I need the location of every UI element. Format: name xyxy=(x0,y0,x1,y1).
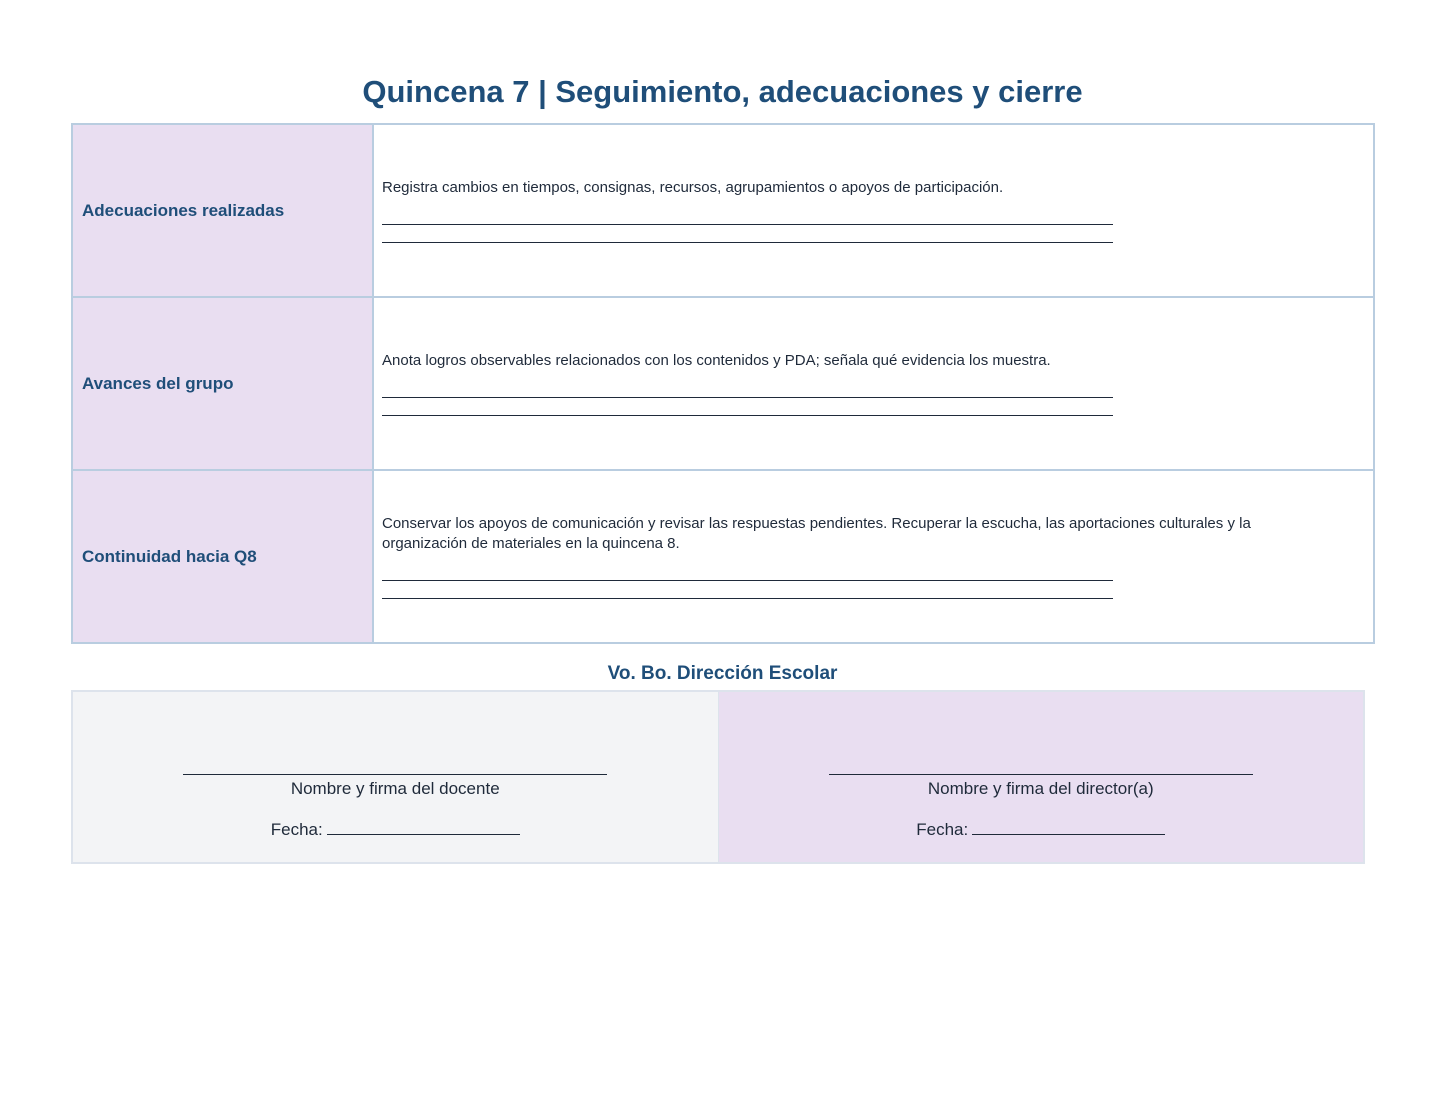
row-prompt: Registra cambios en tiempos, consignas, recursos, agrupamientos o apoyos de participación. xyxy=(382,179,1004,196)
row-prompt: Conservar los apoyos de comunicación y revisar las respuestas pendientes. Recuperar la escucha, las aportaciones culturales y la organización de materiales en la quincena 8. xyxy=(382,515,1251,552)
row-content xyxy=(373,470,1374,643)
signoff-title: Vo. Bo. Dirección Escolar xyxy=(607,663,838,684)
teacher-date-field[interactable] xyxy=(327,818,520,835)
row-label: Adecuaciones realizadas xyxy=(72,124,373,297)
row-content xyxy=(373,297,1374,470)
teacher-signature-caption: Nombre y firma del docente xyxy=(290,779,500,798)
teacher-date-label: Fecha: xyxy=(270,820,323,839)
table-row xyxy=(72,470,1374,643)
write-line[interactable] xyxy=(382,415,1113,416)
row-label: Avances del grupo xyxy=(72,297,373,470)
director-signature-caption: Nombre y firma del director(a) xyxy=(927,779,1154,798)
teacher-signature-block xyxy=(73,692,719,862)
row-content xyxy=(373,124,1374,297)
director-date-label: Fecha: xyxy=(916,820,969,839)
table-row xyxy=(72,297,1374,470)
write-line[interactable] xyxy=(382,224,1113,225)
row-label: Continuidad hacia Q8 xyxy=(72,470,373,643)
row-prompt: Anota logros observables relacionados con los contenidos y PDA; señala qué evidencia los muestra. xyxy=(382,352,1051,369)
director-signature-block xyxy=(719,692,1364,862)
director-signature-line[interactable] xyxy=(829,774,1253,775)
teacher-signature-line[interactable] xyxy=(183,774,607,775)
write-line[interactable] xyxy=(382,598,1113,599)
director-date-field[interactable] xyxy=(972,818,1165,835)
signoff-box xyxy=(71,690,1365,864)
write-line[interactable] xyxy=(382,242,1113,243)
teacher-date-row xyxy=(73,818,718,841)
write-line[interactable] xyxy=(382,397,1113,398)
page-title: Quincena 7 | Seguimiento, adecuaciones y cierre xyxy=(362,74,1083,109)
write-line[interactable] xyxy=(382,580,1113,581)
tracking-table xyxy=(71,123,1375,644)
table-row xyxy=(72,124,1374,297)
director-date-row xyxy=(719,818,1364,841)
